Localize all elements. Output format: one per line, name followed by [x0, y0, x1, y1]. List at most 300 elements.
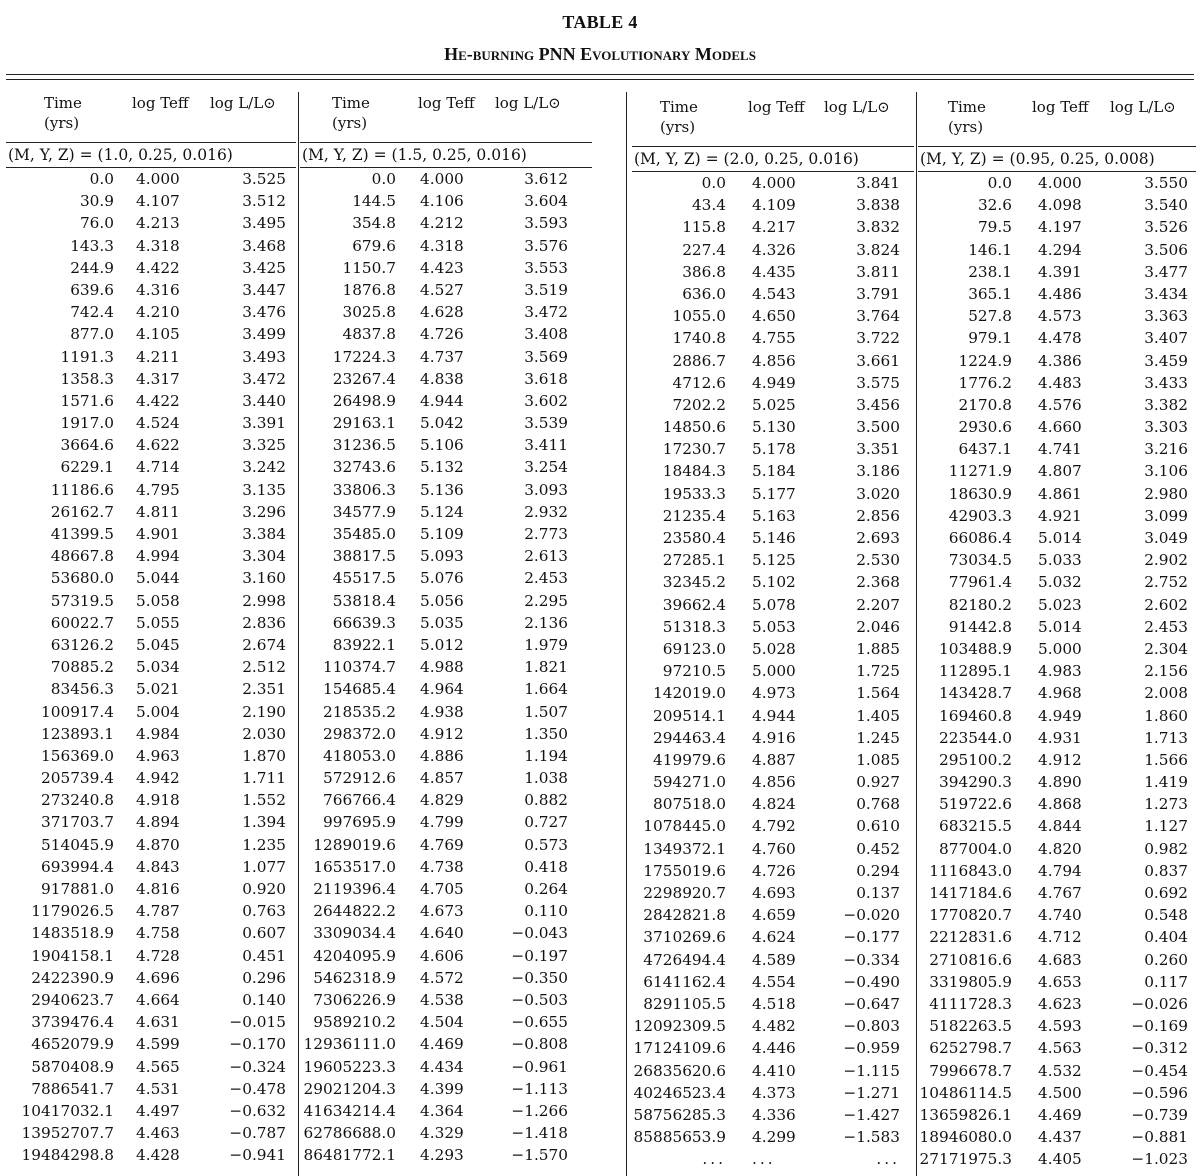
cell-time: 386.8 — [682, 262, 726, 281]
table-row — [300, 501, 592, 523]
cell-log-luminosity: −0.632 — [229, 1101, 286, 1120]
cell-log-teff: 4.838 — [420, 369, 464, 388]
cell-log-luminosity: 0.882 — [524, 791, 568, 810]
table-row — [632, 1037, 914, 1059]
cell-log-luminosity: 0.573 — [524, 835, 568, 854]
cell-log-teff: 4.767 — [1038, 884, 1082, 902]
cell-log-teff: 4.829 — [420, 791, 464, 810]
cell-log-luminosity: −1.427 — [843, 1105, 900, 1124]
cell-log-luminosity: 2.304 — [1144, 639, 1188, 658]
cell-log-teff: 4.497 — [136, 1101, 180, 1120]
cell-time: 1150.7 — [342, 258, 396, 277]
cell-log-luminosity: −0.020 — [843, 906, 900, 925]
cell-time: 365.1 — [968, 284, 1012, 303]
cell-time: 18630.9 — [948, 484, 1012, 503]
cell-log-luminosity: 1.127 — [1144, 817, 1188, 836]
model-parameters: (M, Y, Z) = (1.5, 0.25, 0.016) — [300, 142, 592, 168]
cell-time: 1191.3 — [60, 347, 114, 366]
cell-time: 6141162.4 — [643, 972, 726, 991]
table-body — [6, 168, 296, 1166]
cell-log-teff: 5.025 — [752, 395, 796, 414]
cell-log-luminosity: 3.493 — [242, 347, 286, 366]
cell-log-teff: 5.044 — [136, 569, 180, 588]
table-row — [300, 257, 592, 279]
cell-log-teff: 4.673 — [420, 902, 464, 921]
cell-time: 2422390.9 — [31, 968, 114, 987]
cell-time: 877.0 — [70, 325, 114, 344]
cell-log-luminosity: 3.512 — [242, 192, 286, 211]
table-row — [632, 327, 914, 349]
table-row — [918, 1126, 1196, 1148]
cell-log-teff: 4.714 — [136, 458, 180, 477]
header-log-teff: log Teff — [418, 94, 475, 112]
cell-time: 8291105.5 — [643, 994, 726, 1013]
table-row — [6, 368, 296, 390]
cell-log-teff: 4.622 — [136, 436, 180, 455]
cell-time: 19605223.3 — [303, 1057, 396, 1076]
cell-log-luminosity: 3.476 — [242, 303, 286, 322]
cell-log-luminosity: 2.836 — [242, 613, 286, 632]
table-subtitle: He-burning PNN Evolutionary Models — [444, 44, 756, 64]
cell-log-teff: 4.844 — [1038, 817, 1082, 836]
cell-log-luminosity: 2.980 — [1144, 484, 1188, 503]
cell-log-teff: 4.435 — [752, 262, 796, 281]
cell-log-teff: 4.794 — [1038, 861, 1082, 880]
cell-log-teff: 4.463 — [136, 1124, 180, 1143]
table-row — [300, 412, 592, 434]
cell-time: 418053.0 — [323, 746, 396, 765]
table-row — [6, 989, 296, 1011]
cell-log-teff: 4.963 — [136, 746, 180, 765]
cell-time: 142019.0 — [653, 684, 726, 703]
table-row — [6, 567, 296, 589]
cell-log-luminosity: 3.553 — [524, 258, 568, 277]
table-row — [632, 949, 914, 971]
cell-time: 70885.2 — [50, 658, 114, 677]
cell-time: 29163.1 — [332, 414, 396, 433]
cell-log-luminosity: 0.982 — [1144, 839, 1188, 858]
cell-time: 2886.7 — [672, 351, 726, 370]
cell-log-luminosity: 3.447 — [242, 280, 286, 299]
top-rule — [6, 74, 1194, 75]
cell-log-luminosity: 0.920 — [242, 880, 286, 898]
cell-time: 2119396.4 — [313, 880, 396, 898]
cell-log-luminosity: 3.459 — [1144, 351, 1188, 370]
table-row — [300, 168, 592, 190]
table-row — [632, 460, 914, 482]
cell-log-luminosity: 3.506 — [1144, 240, 1188, 259]
cell-time: 294463.4 — [653, 728, 726, 747]
cell-time: 1055.0 — [672, 307, 726, 326]
cell-log-luminosity: 3.576 — [524, 236, 568, 255]
cell-log-teff: 5.163 — [752, 506, 796, 525]
table-row — [918, 838, 1196, 860]
table-row — [632, 505, 914, 527]
cell-time: 32345.2 — [662, 573, 726, 592]
cell-time: 4837.8 — [342, 325, 396, 344]
cell-log-luminosity: 3.325 — [242, 436, 286, 455]
cell-log-teff: 4.428 — [136, 1146, 180, 1165]
cell-log-luminosity: 3.602 — [524, 391, 568, 410]
cell-time: 227.4 — [682, 240, 726, 259]
cell-time: 110374.7 — [323, 658, 396, 677]
model-table-3 — [632, 92, 914, 1170]
cell-log-luminosity: 2.932 — [524, 502, 568, 521]
cell-log-luminosity: 3.569 — [524, 347, 568, 366]
cell-log-luminosity: 3.425 — [242, 258, 286, 277]
cell-time: 77961.4 — [948, 573, 1012, 592]
cell-log-teff: 5.021 — [136, 680, 180, 699]
table-row — [632, 394, 914, 416]
cell-time: 63126.2 — [50, 635, 114, 654]
cell-log-luminosity: 1.419 — [1144, 773, 1188, 792]
cell-log-teff: 5.102 — [752, 573, 796, 592]
cell-time: 0.0 — [987, 174, 1012, 192]
cell-log-luminosity: 3.722 — [856, 329, 900, 348]
cell-time: 205739.4 — [41, 769, 114, 788]
cell-time: 1740.8 — [672, 329, 726, 348]
table-row — [300, 456, 592, 478]
cell-log-teff: 4.984 — [136, 724, 180, 743]
cell-log-teff: 4.901 — [136, 525, 180, 543]
cell-time: 273240.8 — [41, 791, 114, 810]
cell-log-teff: 4.210 — [136, 303, 180, 322]
cell-log-luminosity: 2.693 — [856, 529, 900, 547]
cell-time: 6437.1 — [958, 440, 1012, 459]
cell-time: 1876.8 — [342, 280, 396, 299]
cell-log-teff: 4.712 — [1038, 928, 1082, 947]
cell-log-luminosity: 3.296 — [242, 502, 286, 521]
cell-log-luminosity: 3.020 — [856, 484, 900, 503]
table-row — [632, 727, 914, 749]
cell-time: 0.0 — [89, 170, 114, 188]
cell-time: 295100.2 — [939, 750, 1012, 769]
cell-log-teff: 4.799 — [420, 813, 464, 832]
cell-log-teff: 4.524 — [136, 414, 180, 433]
cell-time: 73034.5 — [948, 551, 1012, 570]
cell-log-teff: 4.000 — [752, 174, 796, 192]
cell-log-teff: 5.177 — [752, 484, 796, 503]
table-row — [918, 394, 1196, 416]
table-row — [300, 701, 592, 723]
cell-time: 2842821.8 — [643, 906, 726, 925]
cell-log-teff: 4.660 — [1038, 418, 1082, 437]
header-log-luminosity: log L/L⊙ — [495, 94, 561, 112]
table-row — [918, 460, 1196, 482]
table-row — [632, 594, 914, 616]
table-row — [6, 612, 296, 634]
cell-log-teff: 4.329 — [420, 1124, 464, 1143]
cell-log-luminosity: 2.295 — [524, 591, 568, 610]
table-body — [300, 168, 592, 1166]
header-time-units: (yrs) — [332, 114, 368, 132]
cell-time: 103488.9 — [939, 639, 1012, 658]
cell-log-luminosity: 0.294 — [856, 861, 900, 880]
cell-log-teff: 4.000 — [1038, 174, 1082, 192]
cell-time: 9589210.2 — [313, 1013, 396, 1032]
cell-log-luminosity: 3.472 — [524, 303, 568, 322]
table-row — [300, 235, 592, 257]
cell-time: 115.8 — [682, 218, 726, 237]
cell-log-luminosity: 3.519 — [524, 280, 568, 299]
cell-log-teff: 4.664 — [136, 990, 180, 1009]
cell-time: 1755019.6 — [643, 861, 726, 880]
cell-log-teff: 4.538 — [420, 990, 464, 1009]
cell-log-teff: 4.326 — [752, 240, 796, 259]
cell-log-teff: 5.045 — [136, 635, 180, 654]
cell-log-teff: 4.868 — [1038, 795, 1082, 814]
cell-log-teff: 4.994 — [136, 547, 180, 566]
cell-log-luminosity: 3.540 — [1144, 196, 1188, 215]
cell-log-teff: 4.293 — [420, 1146, 464, 1165]
table-row — [918, 638, 1196, 660]
cell-time: 3739476.4 — [31, 1013, 114, 1032]
cell-time: 636.0 — [682, 284, 726, 303]
table-row — [632, 416, 914, 438]
cell-log-teff: 4.593 — [1038, 1017, 1082, 1036]
cell-time: 53818.4 — [332, 591, 396, 610]
cell-time: 238.1 — [968, 262, 1012, 281]
cell-time: 100917.4 — [41, 702, 114, 721]
cell-log-teff: 5.124 — [420, 502, 464, 521]
table-row — [300, 590, 592, 612]
table-body — [918, 172, 1196, 1170]
cell-log-luminosity: 3.408 — [524, 325, 568, 344]
table-row — [6, 235, 296, 257]
header-log-luminosity: log L/L⊙ — [210, 94, 276, 112]
cell-log-teff: 4.938 — [420, 702, 464, 721]
table-row — [300, 1100, 592, 1122]
cell-log-teff: 4.921 — [1038, 506, 1082, 525]
table-row — [6, 168, 296, 190]
cell-log-teff: 4.824 — [752, 795, 796, 814]
cell-time: 13659826.1 — [919, 1105, 1012, 1124]
cell-log-luminosity: −0.454 — [1131, 1061, 1188, 1080]
cell-log-teff: 5.146 — [752, 529, 796, 547]
cell-log-teff: 4.000 — [136, 170, 180, 188]
model-parameters: (M, Y, Z) = (2.0, 0.25, 0.016) — [632, 146, 914, 172]
table-row — [918, 283, 1196, 305]
cell-log-teff: 5.106 — [420, 436, 464, 455]
table-row — [300, 190, 592, 212]
cell-time: 0.0 — [701, 174, 726, 192]
cell-log-luminosity: 3.791 — [856, 284, 900, 303]
table-row — [918, 549, 1196, 571]
cell-log-luminosity: 3.049 — [1144, 529, 1188, 547]
cell-time: 1289019.6 — [313, 835, 396, 854]
table-row — [632, 904, 914, 926]
header-log-luminosity: log L/L⊙ — [1110, 98, 1176, 116]
table-row — [300, 834, 592, 856]
cell-log-teff: 4.857 — [420, 769, 464, 788]
cell-log-luminosity: 1.394 — [242, 813, 286, 832]
cell-log-teff: 4.696 — [136, 968, 180, 987]
table-row — [918, 682, 1196, 704]
cell-time: 79.5 — [977, 218, 1012, 237]
cell-time: 17224.3 — [332, 347, 396, 366]
cell-log-teff: 4.422 — [136, 391, 180, 410]
cell-log-teff: 5.056 — [420, 591, 464, 610]
table-row — [6, 390, 296, 412]
cell-log-luminosity: 3.351 — [856, 440, 900, 459]
cell-log-luminosity: −0.647 — [843, 994, 900, 1013]
cell-log-teff: 4.107 — [136, 192, 180, 211]
table-row — [6, 434, 296, 456]
table-row — [632, 438, 914, 460]
table-row — [6, 523, 296, 545]
cell-time: 85885653.9 — [633, 1128, 726, 1147]
cell-log-luminosity: 0.418 — [524, 857, 568, 876]
cell-log-teff: 4.422 — [136, 258, 180, 277]
table-row — [918, 904, 1196, 926]
table-row — [300, 967, 592, 989]
table-row — [632, 372, 914, 394]
cell-log-luminosity: −0.655 — [511, 1013, 568, 1032]
table-row — [632, 305, 914, 327]
cell-time: 1078445.0 — [643, 817, 726, 836]
cell-log-teff: 4.437 — [1038, 1128, 1082, 1147]
cell-log-luminosity: 3.468 — [242, 236, 286, 255]
cell-log-teff: 4.573 — [1038, 307, 1082, 326]
cell-log-luminosity: −0.959 — [843, 1039, 900, 1058]
cell-log-luminosity: 3.242 — [242, 458, 286, 477]
cell-log-teff: 5.136 — [420, 480, 464, 499]
cell-log-luminosity: 3.526 — [1144, 218, 1188, 237]
table-row — [918, 660, 1196, 682]
table-row — [632, 660, 914, 682]
cell-log-luminosity: 2.998 — [242, 591, 286, 610]
cell-log-luminosity: 2.046 — [856, 617, 900, 636]
table-row — [300, 434, 592, 456]
cell-log-teff: 4.942 — [136, 769, 180, 788]
cell-log-teff: 4.949 — [752, 373, 796, 392]
header-time: Time — [660, 98, 698, 116]
cell-time: 53680.0 — [50, 569, 114, 588]
cell-time: 917881.0 — [41, 880, 114, 898]
cell-log-teff: 4.318 — [136, 236, 180, 255]
cell-time: 143428.7 — [939, 684, 1012, 703]
cell-log-luminosity: −0.170 — [229, 1035, 286, 1054]
cell-time: 34577.9 — [332, 502, 396, 521]
cell-log-luminosity: 1.821 — [524, 658, 568, 677]
cell-log-teff: 4.623 — [1038, 994, 1082, 1013]
cell-log-teff: 4.386 — [1038, 351, 1082, 370]
table-row — [6, 834, 296, 856]
cell-log-luminosity: −0.739 — [1131, 1105, 1188, 1124]
cell-log-luminosity: −0.478 — [229, 1079, 286, 1098]
table-row — [918, 1148, 1196, 1170]
cell-log-luminosity: −0.324 — [229, 1057, 286, 1076]
table-row — [6, 634, 296, 656]
cell-log-teff: 4.912 — [1038, 750, 1082, 769]
table-row — [6, 900, 296, 922]
cell-time: 683215.5 — [939, 817, 1012, 836]
cell-time: 209514.1 — [653, 706, 726, 725]
cell-log-luminosity: 3.539 — [524, 414, 568, 433]
cell-log-teff: 4.391 — [1038, 262, 1082, 281]
table-row — [632, 1015, 914, 1037]
cell-log-teff: 5.125 — [752, 551, 796, 570]
cell-time: 1770820.7 — [929, 906, 1012, 925]
table-row — [6, 257, 296, 279]
table-row — [632, 682, 914, 704]
cell-log-teff: 4.543 — [752, 284, 796, 303]
cell-log-teff: 5.042 — [420, 414, 464, 433]
cell-log-teff: 4.683 — [1038, 950, 1082, 969]
cell-time: 76.0 — [79, 214, 114, 233]
cell-time: 97210.5 — [662, 662, 726, 681]
cell-log-luminosity: 1.664 — [524, 680, 568, 699]
cell-log-luminosity: 3.838 — [856, 196, 900, 215]
cell-time: 2644822.2 — [313, 902, 396, 921]
cell-time: 83922.1 — [332, 635, 396, 654]
cell-log-luminosity: 3.612 — [524, 170, 568, 188]
cell-log-luminosity: −0.941 — [229, 1146, 286, 1165]
cell-log-luminosity: 0.260 — [1144, 950, 1188, 969]
table-row — [6, 701, 296, 723]
cell-log-teff: 4.405 — [1038, 1150, 1082, 1169]
cell-log-teff: 4.964 — [420, 680, 464, 699]
table-row — [6, 190, 296, 212]
cell-time: 2940623.7 — [31, 990, 114, 1009]
cell-log-teff: 4.968 — [1038, 684, 1082, 703]
cell-log-teff: 4.531 — [136, 1079, 180, 1098]
table-row — [300, 811, 592, 833]
table-row — [632, 1082, 914, 1104]
cell-time: 1571.6 — [60, 391, 114, 410]
cell-log-luminosity: −1.266 — [511, 1101, 568, 1120]
cell-time: 45517.5 — [332, 569, 396, 588]
cell-log-teff: 5.178 — [752, 440, 796, 459]
cell-time: 156369.0 — [41, 746, 114, 765]
cell-time: 12092309.5 — [633, 1017, 726, 1036]
cell-log-teff: 5.184 — [752, 462, 796, 481]
cell-log-teff: 4.504 — [420, 1013, 464, 1032]
cell-time: 5182263.5 — [929, 1017, 1012, 1036]
cell-time: 83456.3 — [50, 680, 114, 699]
table-row — [632, 705, 914, 727]
cell-time: 21235.4 — [662, 506, 726, 525]
table-row — [918, 216, 1196, 238]
cell-log-luminosity: 0.264 — [524, 880, 568, 898]
cell-log-teff: 4.856 — [752, 773, 796, 792]
table-row — [632, 815, 914, 837]
cell-log-teff: 4.787 — [136, 902, 180, 921]
cell-time: 1224.9 — [958, 351, 1012, 370]
table-row — [6, 1122, 296, 1144]
cell-log-luminosity: 1.725 — [856, 662, 900, 681]
cell-log-luminosity: 1.405 — [856, 706, 900, 725]
cell-log-luminosity: 2.752 — [1144, 573, 1188, 592]
cell-log-teff: 4.109 — [752, 196, 796, 215]
cell-time: 43.4 — [691, 196, 726, 215]
table-row — [6, 967, 296, 989]
cell-log-teff: 5.078 — [752, 595, 796, 614]
cell-log-teff: 5.055 — [136, 613, 180, 632]
cell-log-teff: 5.076 — [420, 569, 464, 588]
cell-log-luminosity: −0.334 — [843, 950, 900, 969]
cell-log-teff: 4.336 — [752, 1105, 796, 1124]
table-row — [300, 989, 592, 1011]
cell-log-teff: 4.653 — [1038, 972, 1082, 991]
cell-log-luminosity: 2.856 — [856, 506, 900, 525]
cell-time: 766766.4 — [323, 791, 396, 810]
cell-log-teff: 4.469 — [1038, 1105, 1082, 1124]
cell-log-teff: 4.423 — [420, 258, 464, 277]
table-row — [632, 571, 914, 593]
table-row — [6, 279, 296, 301]
cell-log-teff: 4.527 — [420, 280, 464, 299]
